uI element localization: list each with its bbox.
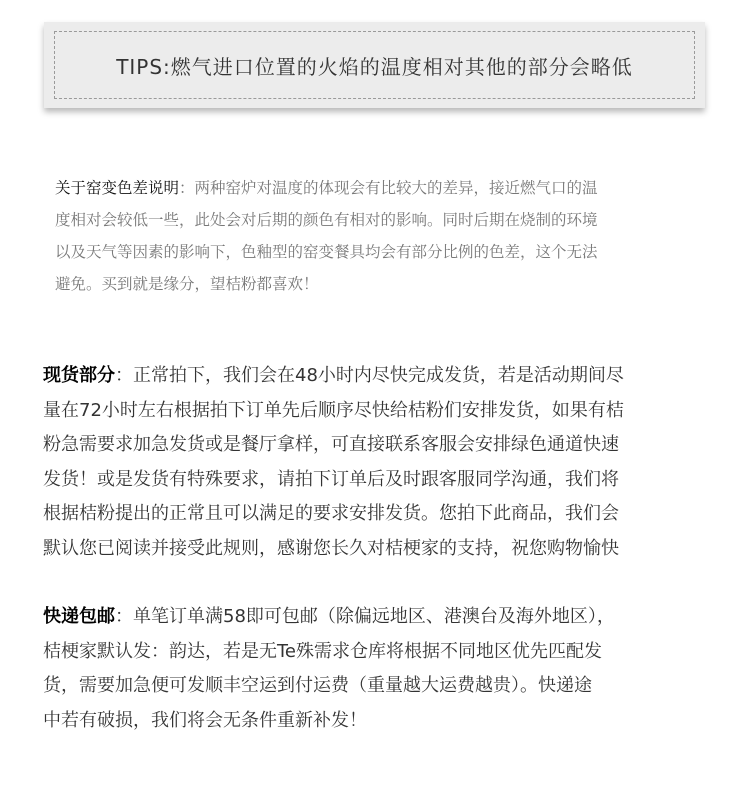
tips-banner	[44, 22, 705, 108]
stock-line-1	[43, 359, 713, 394]
stock-heading: 现货部分	[43, 365, 115, 386]
note-text: ：两种窑炉对温度的体现会有比较大的差异，接近燃气口的温	[179, 179, 598, 197]
note-line-1	[55, 172, 705, 204]
shipping-line-3: 货，需要加急便可发顺丰空运到付运费（重量越大运费越贵）。快递途	[43, 675, 592, 696]
note-line-2: 度相对会较低一些，此处会对后期的颜色有相对的影响。同时后期在烧制的环境	[55, 211, 598, 229]
note-line-4: 避免。买到就是缘分，望桔粉都喜欢！	[55, 275, 319, 293]
shipping-line-1	[43, 600, 713, 635]
color-variance-note	[55, 172, 705, 300]
shipping-line-4: 中若有破损，我们将会无条件重新补发！	[43, 709, 367, 731]
stock-line-6: 默认您已阅读并接受此规则，感谢您长久对桔梗家的支持，祝您购物愉快	[43, 537, 619, 559]
stock-line-3: 粉急需要求加急发货或是餐厅拿样，可直接联系客服会安排绿色通道快速	[43, 434, 619, 455]
shipping-heading: 快递包邮	[43, 606, 115, 627]
shipping-line-2: 桔梗家默认发：韵达，若是无Te殊需求仓库将根据不同地区优先匹配发	[43, 640, 603, 662]
shipping-policy	[43, 600, 713, 738]
stock-policy	[43, 359, 713, 566]
stock-line-4: 发货！或是发货有特殊要求，请拍下订单后及时跟客服同学沟通，我们将	[43, 468, 619, 490]
stock-text: ：正常拍下，我们会在48小时内尽快完成发货，若是活动期间尽	[115, 365, 624, 386]
stock-line-2: 量在72小时左右根据拍下订单先后顺序尽快给桔粉们安排发货，如果有桔	[43, 399, 624, 421]
stock-line-5: 根据桔粉提出的正常且可以满足的要求安排发货。您拍下此商品，我们会	[43, 503, 619, 524]
shipping-text: ：单笔订单满58即可包邮（除偏远地区、港澳台及海外地区），	[115, 606, 615, 627]
tips-text: TIPS:燃气进口位置的火焰的温度相对其他的部分会略低	[54, 31, 695, 99]
note-heading: 关于窑变色差说明	[55, 179, 180, 197]
note-line-3: 以及天气等因素的影响下，色釉型的窑变餐具均会有部分比例的色差，这个无法	[55, 243, 598, 261]
